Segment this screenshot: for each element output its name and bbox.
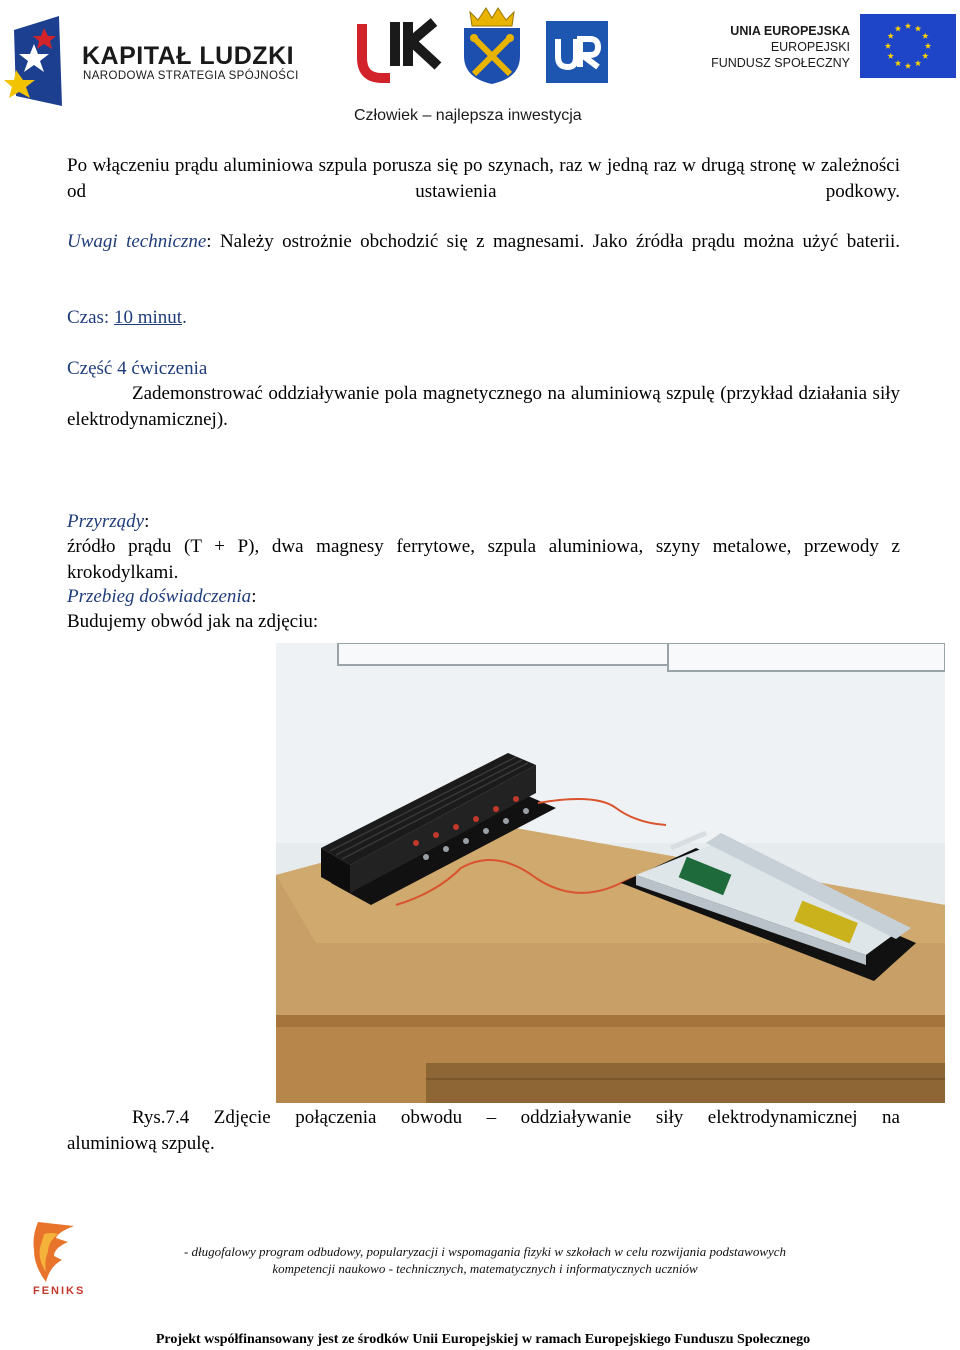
feniks-logo-text: FENIKS [33, 1285, 86, 1297]
kapital-ludzki-subtitle: NARODOWA STRATEGIA SPÓJNOŚCI [83, 70, 299, 82]
procedure-colon: : [251, 586, 257, 607]
instruments-colon: : [144, 511, 150, 532]
footer-program-description [100, 1243, 870, 1277]
footer-funding-note: Projekt współfinansowany jest ze środków Unii Europejskiej w ramach Europejskiego Funduszu Społecznego [155, 1332, 811, 1347]
figure-caption [67, 1105, 900, 1131]
eu-fund-line2: EUROPEJSKI [770, 40, 850, 54]
exercise-part-heading: Część 4 ćwiczenia [67, 358, 208, 379]
ujk-logo-text: UJK [400, 82, 402, 83]
technical-notes-label: Uwagi techniczne [67, 231, 207, 252]
footer-program-line1: - długofalowy program odbudowy, popularyzacji i wspomagania fizyki w szkołach w celu rozwijania podstawowych [183, 1244, 787, 1259]
procedure-text: Budujemy obwód jak na zdjęciu: [67, 611, 319, 632]
ujk-logo-icon [356, 18, 444, 84]
procedure-heading [67, 584, 900, 610]
instruments-heading [67, 509, 900, 535]
ur-logo-icon [546, 21, 608, 83]
feniks-flame-icon [24, 1220, 80, 1284]
caption-line1: Rys.7.4 Zdjęcie połączenia obwodu – oddziaływanie siły elektrodynamicznej na [132, 1107, 900, 1128]
procedure-label: Przebieg doświadczenia [67, 586, 252, 607]
instruments-label: Przyrządy [67, 511, 145, 532]
exercise-objective: Zademonstrować oddziaływanie pola magnetycznego na aluminiową szpulę (przykład działania siły elektrodynamicznej). [67, 383, 900, 430]
time-value: 10 minut [113, 307, 183, 328]
time-end: . [182, 307, 187, 328]
university-crest-icon [460, 4, 524, 86]
eu-fund-line3: FUNDUSZ SPOŁECZNY [711, 56, 850, 70]
eu-fund-label [690, 23, 850, 71]
header-motto: Człowiek – najlepsza inwestycja [354, 107, 582, 124]
paragraph-time [67, 305, 900, 331]
figure-caption-line2: aluminiową szpulę. [67, 1133, 215, 1154]
footer-program-line2: kompetencji naukowo - technicznych, matematycznych i informatycznych uczniów [272, 1261, 698, 1276]
kapital-ludzki-title: KAPITAŁ LUDZKI [82, 42, 295, 70]
eu-flag-icon [860, 14, 956, 78]
instruments-list: źródło prądu (T + P), dwa magnesy ferrytowe, szpula aluminiowa, szyny metalowe, przewody z krokodylkami. [67, 536, 900, 583]
paragraph-technical-notes [67, 229, 900, 255]
time-label: Czas: [67, 307, 114, 328]
circuit-photo [276, 643, 945, 1103]
eu-fund-line1: UNIA EUROPEJSKA [730, 24, 850, 38]
paragraph-spool-motion: Po włączeniu prądu aluminiowa szpula porusza się po szynach, raz w jedną raz w drugą stronę w zależności od ustawienia podkowy. [67, 155, 900, 202]
technical-notes-text: : Należy ostrożnie obchodzić się z magnesami. Jako źródła prądu można użyć baterii. [206, 231, 900, 252]
kapital-ludzki-star-icon [4, 10, 68, 108]
